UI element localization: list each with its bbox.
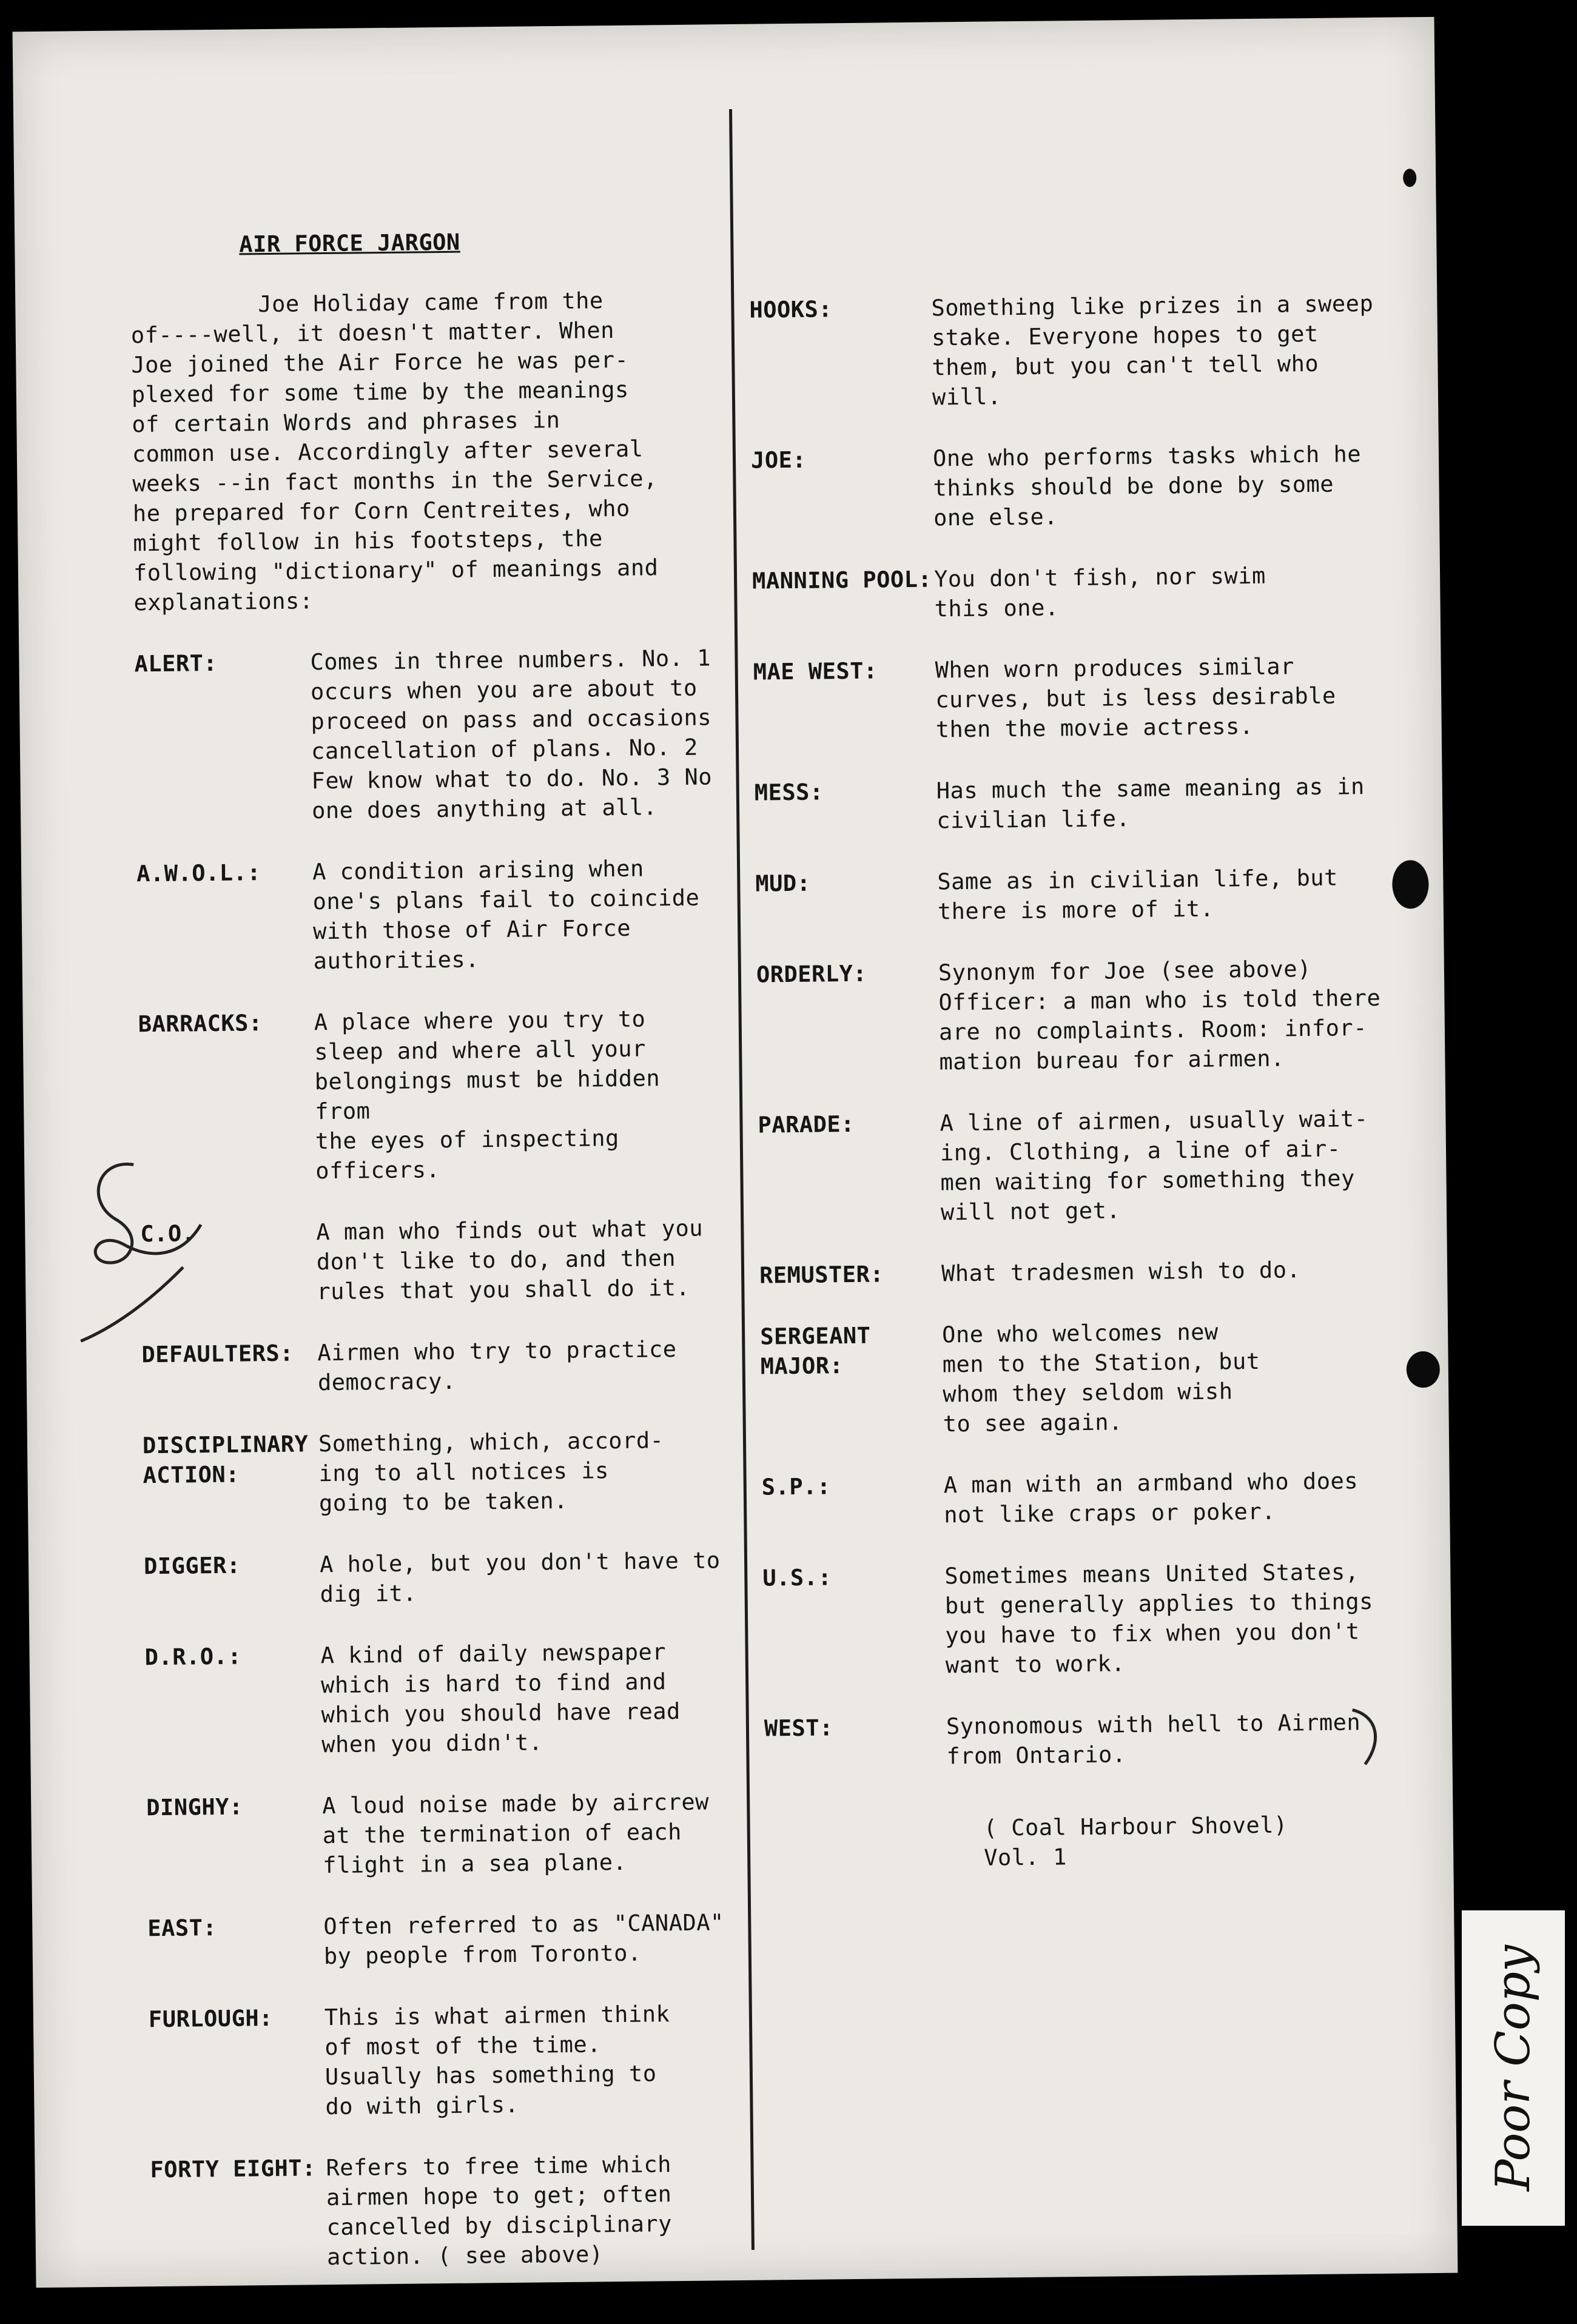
glossary-definition: A man who finds out what you don't like to do, and then rules that you shall do it. [316,1215,704,1305]
document-title: AIR FORCE JARGON [239,229,460,258]
intro-paragraph [130,284,716,617]
glossary-definition: A kind of daily newspaper which is hard to find and which you should have read when you didn't. [320,1639,681,1758]
signoff: ( Coal Harbour Shovel) Vol. 1 [983,1812,1288,1871]
glossary-entry [136,853,720,978]
glossary-entry [141,1334,724,1399]
glossary-term: DISCIPLINARY ACTION: [142,1431,309,1489]
glossary-entry [144,1545,727,1611]
glossary-term: FURLOUGH: [148,2005,274,2033]
glossary-term: MANNING POOL: [752,566,932,594]
glossary-entry [134,643,718,827]
glossary-term: S.P.: [761,1473,831,1500]
glossary-term: BARRACKS: [138,1010,263,1038]
glossary-entry [752,560,1396,626]
glossary-entry [150,2149,733,2274]
glossary-definition: Something, which, accord- ing to all notices is going to be taken. [318,1427,664,1517]
glossary-entry [760,1315,1404,1440]
glossary-entry [147,1907,730,1973]
glossary-entry [749,289,1393,414]
glossary-term: HOOKS: [749,296,833,323]
glossary-entry [149,1998,732,2123]
glossary-definition: Refers to free time which airmen hope to get; often cancelled by disciplinary action. ( see above) [326,2151,673,2271]
document-page [13,17,1458,2288]
glossary-term: DINGHY: [146,1793,243,1821]
glossary-definition: A line of airmen, usually wait- ing. Clothing, a line of air- men waiting for something they will not get. [940,1106,1368,1226]
glossary-definition: Something like prizes in a sweep stake. Everyone hopes to get them, but you can't tell who will. [931,290,1374,411]
left-column [130,224,733,2274]
glossary-entry [762,1465,1405,1531]
glossary-term: ALERT: [134,650,218,677]
pen-scribble [61,1146,220,1348]
right-column [749,257,1409,1875]
glossary-definition: A loud noise made by aircrew at the termination of each flight in a sea plane. [322,1788,710,1879]
glossary-term: C.O. [140,1220,196,1248]
glossary-definition: Comes in three numbers. No. 1 occurs when you are about to proceed on pass and occasions cancellation of plans. No. 2 Few know what to do. No. 3 No one does anything at all. [310,645,713,824]
glossary-entry [755,771,1398,838]
glossary-definition: A place where you try to sleep and where all your belongings must be hidden from the eyes of inspecting officers. [314,1006,661,1184]
left-glossary [134,643,733,2274]
glossary-definition: Sometimes means United States, but generally applies to things you have to fix when you don't want to work. [944,1559,1374,1679]
glossary-term: WEST: [764,1714,834,1742]
ink-blot [1407,1351,1441,1388]
glossary-term: MESS: [754,779,824,806]
glossary-entry [144,1636,728,1761]
glossary-entry [762,1556,1407,1682]
glossary-definition: A condition arising when one's plans fail to coincide with those of Air Force authorities. [312,855,700,975]
ink-blot [1403,169,1416,187]
glossary-definition: Same as in civilian life, but there is more of it. [937,864,1339,925]
glossary-term: JOE: [750,446,807,474]
intro-text: Joe Holiday came from the of----well, it doesn't matter. When Joe joined the Air Force he was per- plexed for some time by the meanings of certain Words and phrases in common use. Accordingly after several weeks --in fact months in the Service, he prepared for Corn Centreites, who might follow in his footsteps, the following "dictionary" of meanings and explanations: [130,287,659,616]
glossary-entry [143,1425,725,1520]
glossary-definition: Often referred to as "CANADA" by people from Toronto. [323,1909,725,1970]
glossary-definition: What tradesmen wish to do. [941,1257,1301,1287]
right-glossary [749,289,1407,1773]
pen-scribble [1340,1697,1413,1776]
glossary-term: U.S.: [762,1564,832,1591]
glossary-entry [138,1003,722,1187]
glossary-definition: Synonym for Joe (see above) Officer: a man who is told there are no complaints. Room: infor- mation bureau for airmen. [938,956,1381,1075]
glossary-term: A.W.O.L.: [136,859,261,887]
glossary-definition: Has much the same meaning as in civilian life. [936,773,1365,834]
glossary-definition: A hole, but you don't have to dig it. [319,1547,721,1608]
glossary-term: DEFAULTERS: [141,1340,294,1368]
glossary-entry [755,862,1399,929]
glossary-term: REMUSTER: [759,1261,884,1289]
glossary-definition: You don't fish, nor swim this one. [933,562,1266,622]
glossary-entry [759,1254,1402,1290]
glossary-term: MUD: [755,870,811,897]
glossary-definition: This is what airmen think of most of the time. Usually has something to do with girls. [324,2001,670,2120]
glossary-definition: When worn produces similar curves, but is less desirable then the movie actress. [935,653,1336,743]
glossary-entry [758,1104,1402,1229]
poor-copy-text: Poor Copy [1486,1945,1541,2191]
glossary-term: SERGEANT MAJOR: [759,1322,871,1380]
glossary-term: ORDERLY: [756,960,867,988]
glossary-entry [756,953,1400,1079]
glossary-entry [140,1213,723,1308]
glossary-entry [753,651,1396,747]
glossary-term: EAST: [147,1915,217,1942]
glossary-term: FORTY EIGHT: [150,2155,317,2183]
glossary-definition: Airmen who try to practice democracy. [317,1336,677,1396]
glossary-definition: One who performs tasks which he thinks should be done by some one else. [932,441,1362,531]
glossary-entry [751,439,1394,535]
glossary-term: D.R.O.: [144,1643,242,1671]
ink-blot [1392,860,1429,909]
glossary-term: PARADE: [758,1110,855,1138]
poor-copy-label [1462,1910,1565,2226]
glossary-entry [146,1787,729,1882]
glossary-definition: Synonomous with hell to Airmen from Ontario. [946,1709,1361,1770]
glossary-definition: A man with an armband who does not like craps or poker. [943,1468,1359,1528]
glossary-term: MAE WEST: [753,657,878,685]
glossary-term: DIGGER: [143,1552,241,1580]
glossary-definition: One who welcomes new men to the Station, but whom they seldom wish to see again. [941,1318,1260,1437]
glossary-entry [764,1707,1408,1773]
